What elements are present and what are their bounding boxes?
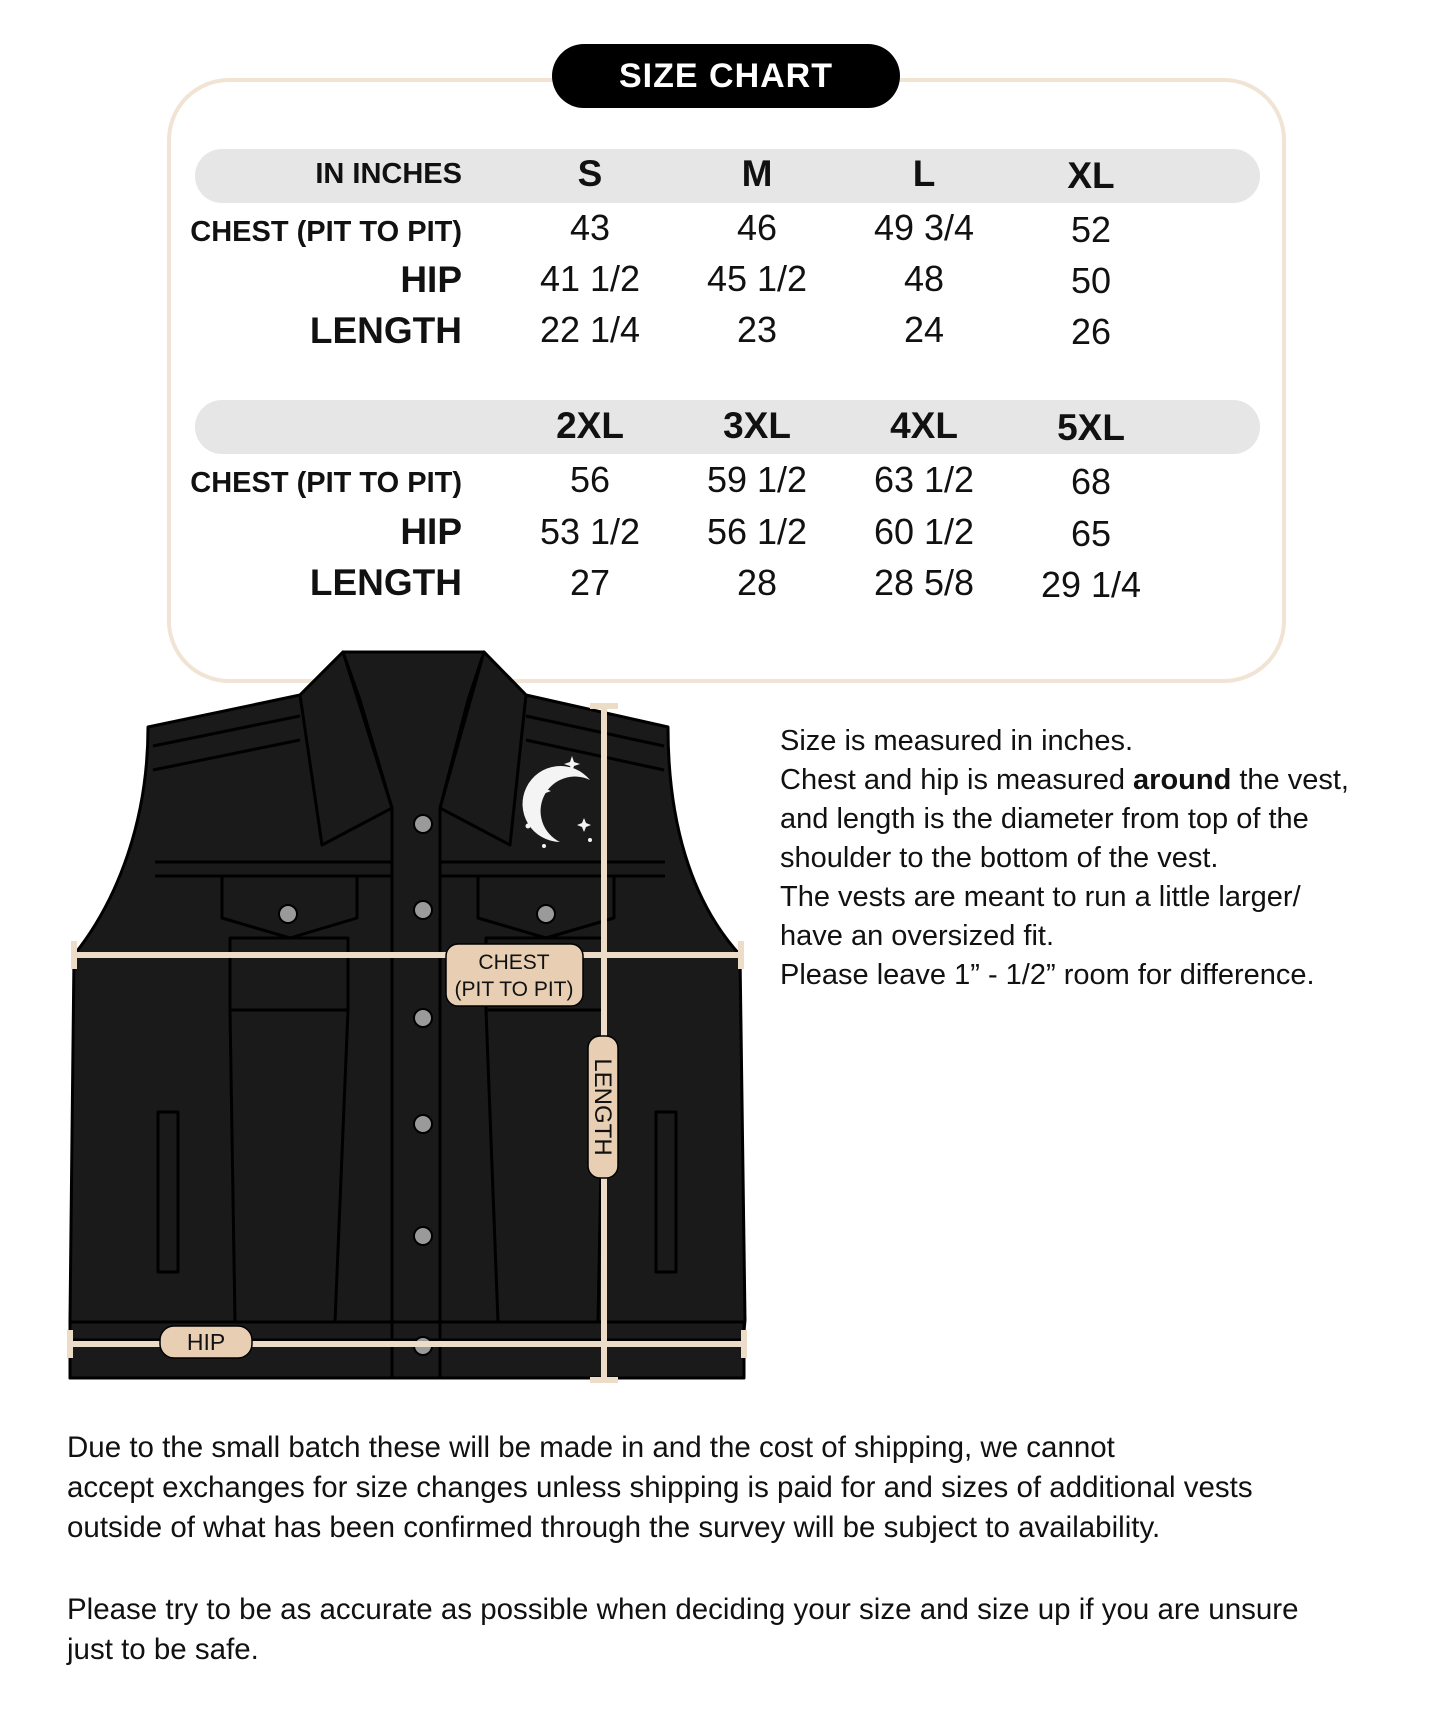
t1-size-xl: XL [1067, 155, 1115, 196]
t1-hip-s: 41 1/2 [539, 258, 641, 299]
notice-p1-line1: Due to the small batch these will be made in and the cost of shipping, we cannot [67, 1431, 1115, 1464]
t2-length-4xl: 28 5/8 [873, 562, 975, 603]
t1-chest-xl: 52 [1070, 209, 1112, 250]
t2-length-label: LENGTH [309, 562, 462, 603]
vest-illustration [70, 652, 745, 1378]
t1-length-label: LENGTH [309, 310, 462, 351]
size-chart-title: SIZE CHART [552, 44, 900, 108]
t2-hip-label: HIP [400, 511, 462, 552]
t1-chest-s: 43 [569, 207, 611, 248]
desc-line-2-pre: Chest and hip is measured [780, 764, 1134, 796]
exchange-notice [67, 1428, 1407, 1548]
t1-chest-l: 49 3/4 [873, 207, 975, 248]
t2-size-3xl: 3XL [723, 405, 791, 446]
t1-length-xl: 26 [1070, 311, 1112, 352]
desc-line-1: Size is measured in inches. [780, 725, 1133, 757]
t1-length-s: 22 1/4 [539, 309, 641, 350]
t1-length-l: 24 [903, 309, 945, 350]
notice-p2-line1: Please try to be as accurate as possible when deciding your size and size up if you are unsure [67, 1593, 1299, 1626]
hip-tag-text: HIP [186, 1329, 226, 1355]
t2-hip-4xl: 60 1/2 [873, 511, 975, 552]
desc-line-3: and length is the diameter from top of the [780, 803, 1309, 835]
unit-label: IN INCHES [315, 158, 462, 190]
t1-hip-label: HIP [400, 259, 462, 300]
t2-size-2xl: 2XL [556, 405, 624, 446]
desc-line-2 [780, 761, 1420, 800]
desc-line-5: The vests are meant to run a little larger/ [780, 881, 1301, 913]
t2-chest-5xl: 68 [1070, 461, 1112, 502]
t1-hip-l: 48 [903, 258, 945, 299]
t2-length-3xl: 28 [736, 562, 778, 603]
t2-hip-5xl: 65 [1070, 513, 1112, 554]
t2-size-4xl: 4XL [890, 405, 958, 446]
desc-line-4: shoulder to the bottom of the vest. [780, 842, 1219, 874]
t1-chest-m: 46 [736, 207, 778, 248]
accuracy-notice [67, 1590, 1407, 1670]
t1-hip-m: 45 1/2 [706, 258, 808, 299]
t2-chest-label: CHEST (PIT TO PIT) [190, 467, 462, 499]
t2-length-5xl: 29 1/4 [1040, 564, 1142, 605]
t1-size-m: M [741, 153, 773, 194]
measurement-description [780, 722, 1420, 995]
chest-tag-line2: (PIT TO PIT) [454, 978, 574, 1001]
desc-line-2-post: the vest, [1231, 764, 1349, 796]
t2-length-2xl: 27 [569, 562, 611, 603]
notice-p1-line3: outside of what has been confirmed through the survey will be subject to availability. [67, 1511, 1161, 1544]
desc-line-6: have an oversized fit. [780, 920, 1055, 952]
chest-tag-line1: CHEST [478, 951, 550, 974]
t1-length-m: 23 [736, 309, 778, 350]
desc-line-2-bold: around [1133, 764, 1232, 796]
length-tag-text: LENGTH [589, 1058, 616, 1156]
t2-chest-2xl: 56 [569, 459, 611, 500]
t2-chest-3xl: 59 1/2 [706, 459, 808, 500]
t2-size-5xl: 5XL [1057, 407, 1125, 448]
t1-size-s: S [577, 153, 603, 194]
t2-hip-2xl: 53 1/2 [539, 511, 641, 552]
notice-p1-line2: accept exchanges for size changes unless shipping is paid for and sizes of additional vests [67, 1471, 1253, 1504]
t2-chest-4xl: 63 1/2 [873, 459, 975, 500]
t1-hip-xl: 50 [1070, 260, 1112, 301]
t1-chest-label: CHEST (PIT TO PIT) [190, 216, 462, 248]
desc-line-7: Please leave 1” - 1/2” room for difference. [780, 959, 1315, 991]
t1-size-l: L [912, 153, 936, 194]
t2-hip-3xl: 56 1/2 [706, 511, 808, 552]
notice-p2-line2: just to be safe. [67, 1633, 259, 1666]
